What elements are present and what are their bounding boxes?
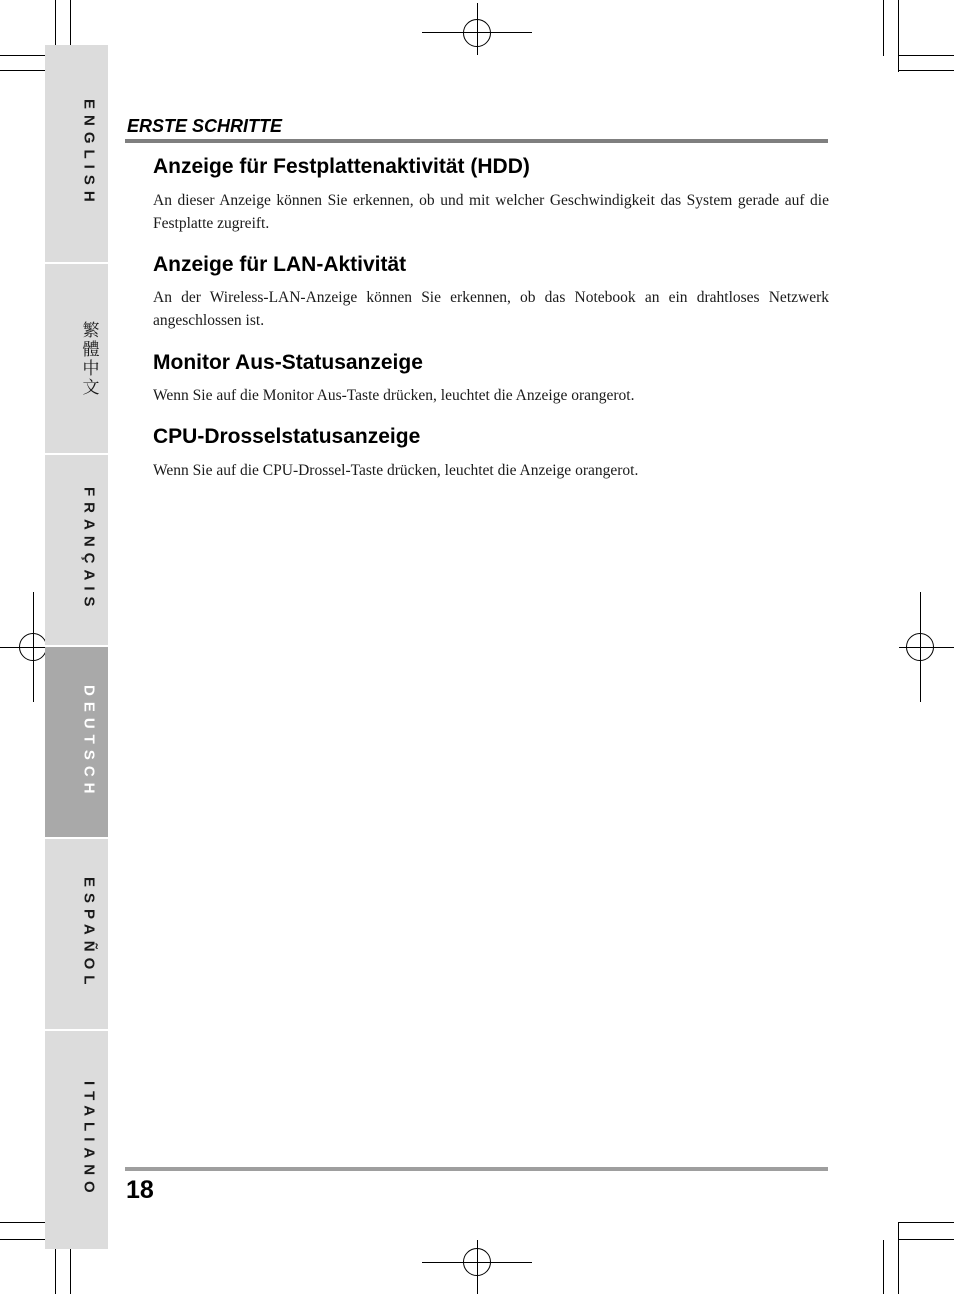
- section-cpu: [153, 425, 829, 482]
- section-body: Wenn Sie auf die CPU-Drossel-Taste drücken, leuchtet die Anzeige orangerot.: [153, 462, 639, 479]
- page-number: 18: [126, 1176, 154, 1204]
- tab-italiano[interactable]: [45, 1031, 108, 1249]
- section-title: Monitor Aus-Statusanzeige: [153, 351, 423, 374]
- tab-english[interactable]: [45, 45, 108, 264]
- section-body: An der Wireless-LAN-Anzeige können Sie erkennen, ob das Notebook an ein drahtloses Netzwerk angeschlossen ist.: [153, 289, 829, 329]
- section-hdd: [153, 155, 829, 235]
- tab-english-label: ENGLISH: [80, 99, 98, 208]
- header-rule: [125, 139, 828, 143]
- tab-francais[interactable]: [45, 455, 108, 647]
- section-title: CPU-Drosselstatusanzeige: [153, 425, 421, 448]
- tab-deutsch-label: DEUTSCH: [80, 684, 98, 800]
- tab-chinese[interactable]: [45, 264, 108, 455]
- section-header: ERSTE SCHRITTE: [127, 116, 283, 136]
- section-body: An dieser Anzeige können Sie erkennen, ob und mit welcher Geschwindigkeit das System gerade auf die Festplatte zugreift.: [153, 192, 829, 232]
- tab-italiano-label: ITALIANO: [80, 1081, 98, 1199]
- tab-chinese-label: 繁體中文: [79, 320, 99, 397]
- tab-espanol[interactable]: [45, 839, 108, 1031]
- section-body: Wenn Sie auf die Monitor Aus-Taste drücken, leuchtet die Anzeige orangerot.: [153, 387, 635, 404]
- section-lan: [153, 253, 829, 332]
- footer-rule: [125, 1167, 828, 1171]
- tab-deutsch[interactable]: [45, 647, 108, 839]
- section-title: Anzeige für LAN-Aktivität: [153, 253, 407, 276]
- section-title: Anzeige für Festplattenaktivität (HDD): [153, 155, 530, 178]
- tab-espanol-label: ESPAÑOL: [80, 877, 98, 991]
- section-monitor: [153, 351, 829, 407]
- tab-francais-label: FRANÇAIS: [80, 487, 98, 613]
